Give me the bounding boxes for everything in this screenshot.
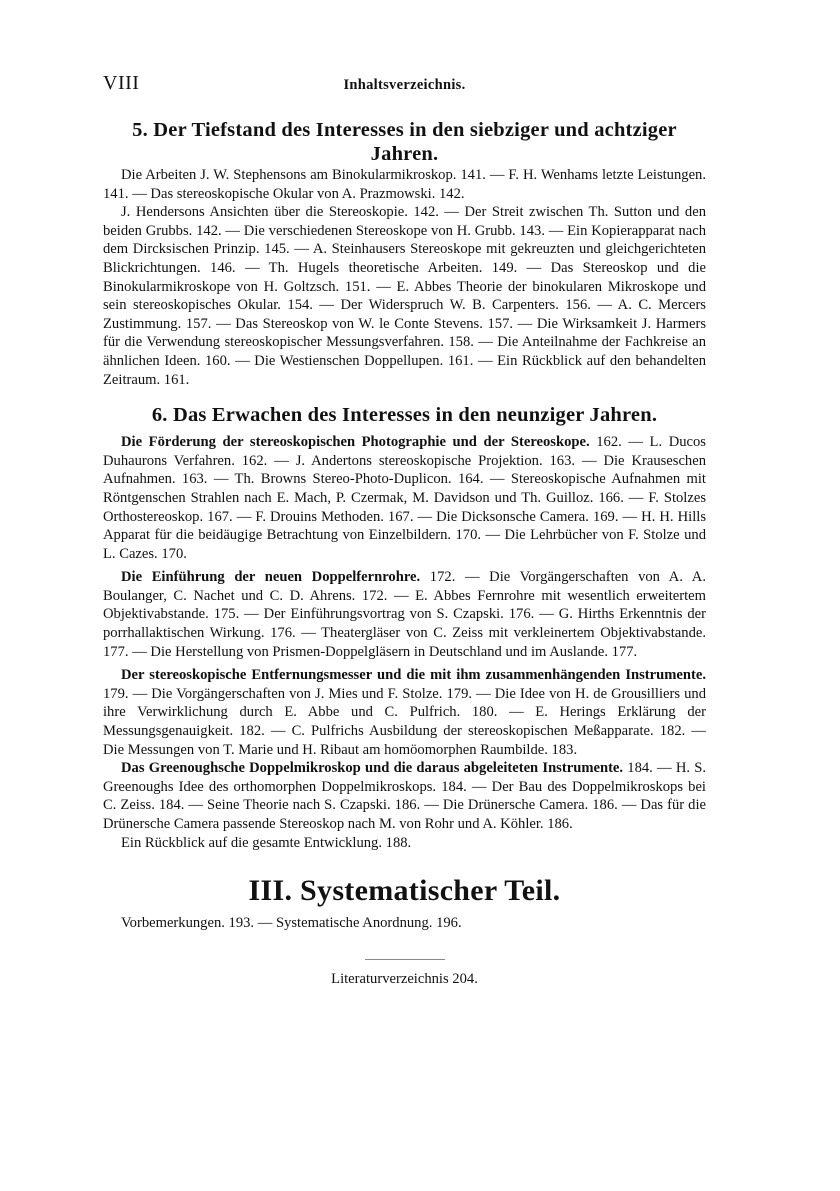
- sub-4-text: 184. — H. S. Greenoughs Idee des orthomorphen Doppelmikroskops. 184. — Der Bau des Doppelmikroskops bei C. Zeiss. 184. — Seine Theorie nach S. Czapski. 186. — Die Drünersche Camera. 186. — Das für die Drünersche Camera passende Stereoskop nach M. von Rohr und A. Köhler. 186.: [103, 760, 706, 832]
- running-title: Inhaltsverzeichnis.: [343, 77, 466, 93]
- sub-2-heading: Die Einführung der neuen Doppelfernrohre.: [121, 569, 421, 586]
- section-6-sub-4: [103, 759, 706, 833]
- part-3-title: III. Systematischer Teil.: [248, 874, 561, 908]
- toc-page: [103, 70, 706, 988]
- section-6-sub-2: [103, 568, 706, 661]
- section-5-paragraph-1: Die Arbeiten J. W. Stephensons am Binokularmikroskop. 141. — F. H. Wenhams letzte Leistungen. 141. — Das stereoskopische Okular von A. Prazmowski. 142.: [103, 167, 706, 202]
- section-6-sub-1: [103, 433, 706, 563]
- page-number: VIII: [103, 72, 140, 94]
- sub-4-heading: Das Greenoughsche Doppelmikroskop und die daraus abgeleiteten Instrumente.: [121, 760, 624, 777]
- section-5-title: 5. Der Tiefstand des Interesses in den siebziger und achtziger Jahren.: [132, 119, 677, 165]
- section-6-sub-3: [103, 666, 706, 759]
- sub-1-heading: Die Förderung der stereoskopischen Photographie und der Stereoskope.: [121, 434, 590, 451]
- sub-2-text: 172. — Die Vorgängerschaften von A. A. Boulanger, C. Nachet und C. D. Ahrens. 172. — E. Abbes Fernrohre mit wesentlich erweitertem Objektivabstande. 175. — Der Einführungsvortrag von S. Czapski. 176. — G. Hirths Erkenntnis der porrhallaktischen Wirkung. 176. — Theatergläser von C. Zeiss mit verkleinertem Objektivabstande. 177. — Die Herstellung von Prismen-Doppelgläsern in Deutschland und im Auslande. 177.: [103, 569, 706, 660]
- page-header: [103, 70, 706, 94]
- literature-entry: Literaturverzeichnis 204.: [331, 970, 478, 987]
- sub-1-text: 162. — L. Ducos Duhaurons Verfahren. 162. — J. Andertons stereoskopische Projektion. 163. — Die Krauseschen Aufnahmen. 163. — Th. Browns Stereo-Photo-Duplicon. 164. — Stereoskopische Aufnahmen mit Röntgenschen Strahlen nach E. Mach, P. Czermak, M. Davidson und Th. Guilloz. 166. — F. Stolzes Orthostereoskop. 167. — F. Drouins Methoden. 167. — Die Dicksonsche Camera. 169. — H. H. Hills Apparat für die beidäugige Betrachtung von Einzelbildern. 170. — Die Lehrbücher von F. Stolze und L. Cazes. 170.: [103, 434, 706, 562]
- part-3-text: Vorbemerkungen. 193. — Systematische Anordnung. 196.: [121, 915, 462, 932]
- section-5-paragraph-2: J. Hendersons Ansichten über die Stereoskopie. 142. — Der Streit zwischen Th. Sutton und den beiden Grubbs. 142. — Die verschiedenen Stereoskope von H. Grubb. 143. — Ein Kopierapparat nach dem Dircksischen Prinzip. 145. — A. Steinhausers Stereoskope mit gekreuzten und gleichgerichteten Blickrichtungen. 146. — Th. Hugels theoretische Arbeiten. 149. — Das Stereoskop und die Binokularmikroskope von H. Goltzsch. 151. — E. Abbes Theorie der binokularen Mikroskope und sein stereoskopisches Okular. 154. — Der Widerspruch W. B. Carpenters. 156. — A. C. Mercers Zustimmung. 157. — Das Stereoskop von W. le Conte Stevens. 157. — Die Wirksamkeit J. Harmers für die Verwendung stereoskopischer Messungsverfahren. 158. — Die Anteilnahme der Fachkreise an ähnlichen Ideen. 160. — Die Westienschen Doppellupen. 161. — Ein Rückblick auf den behandelten Zeitraum. 161.: [103, 204, 706, 388]
- section-6-title: 6. Das Erwachen des Interesses in den neunziger Jahren.: [151, 404, 658, 427]
- section-6-closing: Ein Rückblick auf die gesamte Entwicklung. 188.: [121, 834, 412, 851]
- divider-rule: [365, 959, 445, 960]
- sub-3-text: 179. — Die Vorgängerschaften von J. Mies und F. Stolze. 179. — Die Idee von H. de Grousilliers und ihre Verwirklichung durch E. Abbe und C. Pulfrich. 180. — E. Herings Erklärung der Messungsgenauigkeit. 182. — C. Pulfrichs Ausbildung der stereoskopischen Meßapparate. 182. — Die Messungen von T. Marie und H. Ribaut am homöomorphen Raumbilde. 183.: [103, 685, 706, 758]
- sub-3-heading: Der stereoskopische Entfernungsmesser und die mit ihm zusammenhängenden Instrumente.: [121, 667, 706, 684]
